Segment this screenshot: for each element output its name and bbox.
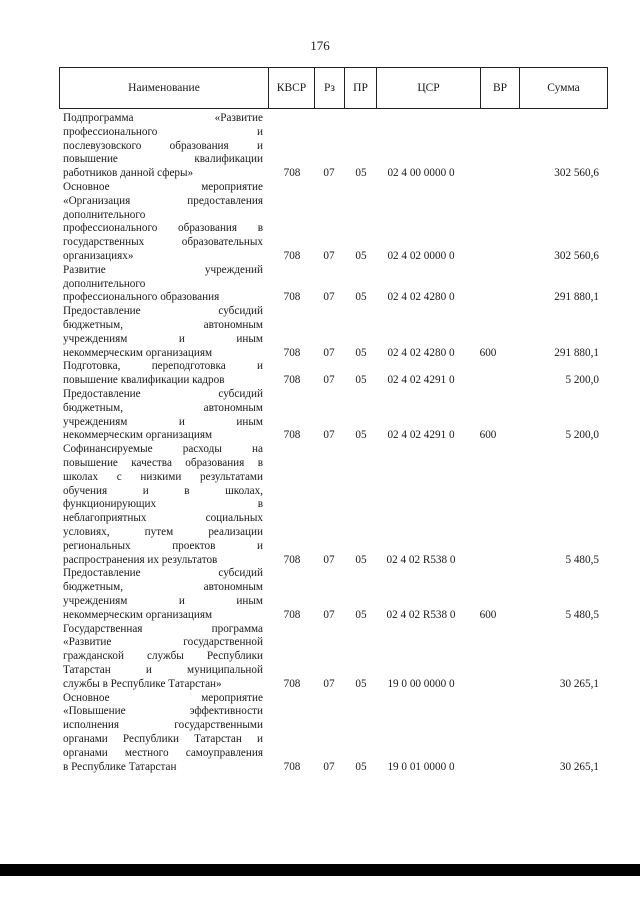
header-name: Наименование — [60, 68, 269, 109]
row-csr: 02 4 02 4280 0 — [387, 291, 455, 304]
row-rz: 07 — [323, 167, 335, 180]
row-name-line: дополнительного — [63, 208, 146, 221]
row-csr: 02 4 02 R538 0 — [386, 608, 456, 621]
row-name-line: обучения и в школах, — [63, 484, 263, 497]
row-name-line: некоммерческим организациям — [63, 346, 213, 359]
row-kvsr: 708 — [283, 291, 301, 304]
row-name-line: Татарстан и муниципальной — [63, 663, 263, 676]
row-rz: 07 — [323, 429, 335, 442]
row-sum: 291 880,1 — [554, 291, 599, 304]
row-csr: 02 4 02 4280 0 — [387, 346, 455, 359]
row-name-line: Государственная программа — [63, 622, 263, 635]
row-name-line: Софинансируемые расходы на — [63, 443, 263, 456]
table-row — [0, 567, 640, 622]
row-name — [63, 567, 263, 622]
row-csr: 02 4 02 R538 0 — [386, 553, 456, 566]
row-name-line: исполнения государственными — [63, 719, 263, 732]
row-pr: 05 — [355, 760, 367, 773]
row-name-line: гражданской службы Республики — [63, 650, 263, 663]
row-name-line: некоммерческим организациям — [63, 608, 213, 621]
table-row — [0, 388, 640, 443]
row-name-line: Развитие учреждений — [63, 263, 263, 276]
row-name-line: профессионального и — [63, 125, 263, 138]
row-kvsr: 708 — [283, 250, 301, 262]
scan-border-bar — [0, 864, 640, 876]
row-name-line: региональных проектов и — [63, 539, 263, 552]
row-name — [63, 264, 263, 305]
page-number: 176 — [310, 38, 330, 53]
row-name-line: распространения их результатов — [63, 553, 218, 566]
row-name-line: бюджетным, автономным — [63, 581, 263, 594]
row-name-line: Подпрограмма «Развитие — [63, 112, 263, 124]
row-sum: 5 200,0 — [565, 374, 599, 387]
header-sum: Сумма — [520, 68, 608, 109]
row-pr: 05 — [355, 167, 367, 180]
row-pr: 05 — [355, 346, 367, 359]
row-csr: 19 0 00 0000 0 — [387, 677, 455, 690]
row-name-line: условиях, путем реализации — [63, 525, 263, 538]
header-rz: Рз — [315, 68, 345, 109]
row-name-line: учреждениям и иным — [63, 415, 263, 428]
row-name-line: «Организация предоставления — [63, 194, 263, 207]
row-name-line: «Повышение эффективности — [63, 705, 263, 718]
row-csr: 02 4 02 4291 0 — [387, 374, 455, 387]
header-vr: ВР — [481, 68, 520, 109]
row-name-line: повышение квалификации — [63, 153, 263, 166]
row-name-line: службы в Республике Татарстан» — [63, 677, 222, 690]
row-name-line: профессионального образования в — [63, 222, 263, 235]
table-row — [0, 623, 640, 692]
row-name-line: Предоставление субсидий — [63, 388, 263, 400]
row-name-line: Основное мероприятие — [63, 691, 263, 704]
row-kvsr: 708 — [283, 374, 301, 387]
table-row — [0, 181, 640, 264]
row-rz: 07 — [323, 291, 335, 304]
row-name — [63, 443, 263, 567]
row-rz: 07 — [323, 677, 335, 690]
row-name-line: учреждениям и иным — [63, 594, 263, 607]
row-name-line: повышение качества образования в — [63, 456, 263, 469]
row-rz: 07 — [323, 760, 335, 773]
row-name — [63, 181, 263, 264]
row-name-line: школах с низкими результатами — [63, 470, 263, 483]
row-kvsr: 708 — [283, 167, 301, 180]
row-sum: 302 560,6 — [554, 167, 599, 180]
row-sum: 5 480,5 — [565, 608, 599, 621]
row-rz: 07 — [323, 374, 335, 387]
row-name-line: некоммерческим организациям — [63, 429, 213, 442]
row-name-line: в Республике Татарстан — [63, 760, 177, 773]
row-rz: 07 — [323, 346, 335, 359]
row-pr: 05 — [355, 291, 367, 304]
row-rz: 07 — [323, 608, 335, 621]
row-name-line: Предоставление субсидий — [63, 305, 263, 318]
table-row — [0, 443, 640, 567]
row-name — [63, 112, 263, 181]
row-sum: 30 265,1 — [559, 677, 599, 690]
row-name — [63, 388, 263, 443]
table-row — [0, 305, 640, 360]
row-name — [63, 623, 263, 692]
header-csr: ЦСР — [377, 68, 481, 109]
table-row — [0, 692, 640, 775]
row-rz: 07 — [323, 250, 335, 262]
row-sum: 5 200,0 — [565, 429, 599, 442]
row-name-line: организациях» — [63, 249, 134, 262]
row-sum: 30 265,1 — [559, 760, 599, 773]
row-name — [63, 692, 263, 775]
row-pr: 05 — [355, 429, 367, 442]
row-pr: 05 — [355, 374, 367, 387]
row-name — [63, 305, 263, 360]
row-name-line: профессионального образования — [63, 291, 220, 304]
row-name — [63, 360, 263, 388]
row-name-line: Основное мероприятие — [63, 181, 263, 193]
row-name-line: дополнительного — [63, 277, 146, 290]
row-name-line: послевузовского образования и — [63, 139, 263, 152]
row-rz: 07 — [323, 553, 335, 566]
row-kvsr: 708 — [283, 429, 301, 442]
row-name-line: Подготовка, переподготовка и — [63, 360, 263, 373]
row-csr: 02 4 02 4291 0 — [387, 429, 455, 442]
row-sum: 5 480,5 — [565, 553, 599, 566]
row-pr: 05 — [355, 250, 367, 262]
row-name-line: государственных образовательных — [63, 236, 263, 249]
table-row — [0, 264, 640, 305]
row-name-line: работников данной сферы» — [63, 167, 194, 180]
row-pr: 05 — [355, 553, 367, 566]
row-kvsr: 708 — [283, 346, 301, 359]
row-vr: 600 — [479, 608, 497, 621]
row-kvsr: 708 — [283, 760, 301, 773]
table-row — [0, 360, 640, 388]
row-kvsr: 708 — [283, 608, 301, 621]
row-pr: 05 — [355, 608, 367, 621]
row-pr: 05 — [355, 677, 367, 690]
table-header — [59, 67, 608, 109]
row-vr: 600 — [479, 429, 497, 442]
row-name-line: бюджетным, автономным — [63, 401, 263, 414]
header-kvsr: КВСР — [269, 68, 315, 109]
row-sum: 291 880,1 — [554, 346, 599, 359]
row-kvsr: 708 — [283, 677, 301, 690]
row-csr: 02 4 02 0000 0 — [387, 250, 455, 262]
row-name-line: органами Республики Татарстан и — [63, 732, 263, 745]
row-sum: 302 560,6 — [554, 250, 599, 262]
row-csr: 19 0 01 0000 0 — [387, 760, 455, 773]
row-name-line: учреждениям и иным — [63, 332, 263, 345]
row-name-line: неблагоприятных социальных — [63, 512, 263, 525]
table-row — [0, 112, 640, 181]
row-name-line: бюджетным, автономным — [63, 318, 263, 331]
row-name-line: «Развитие государственной — [63, 636, 263, 649]
row-name-line: органами местного самоуправления — [63, 746, 263, 759]
row-vr: 600 — [479, 346, 497, 359]
row-name-line: повышение квалификации кадров — [63, 374, 225, 387]
row-csr: 02 4 00 0000 0 — [387, 167, 455, 180]
row-name-line: Предоставление субсидий — [63, 567, 263, 580]
header-pr: ПР — [345, 68, 377, 109]
row-name-line: функционирующих в — [63, 498, 263, 511]
row-kvsr: 708 — [283, 553, 301, 566]
